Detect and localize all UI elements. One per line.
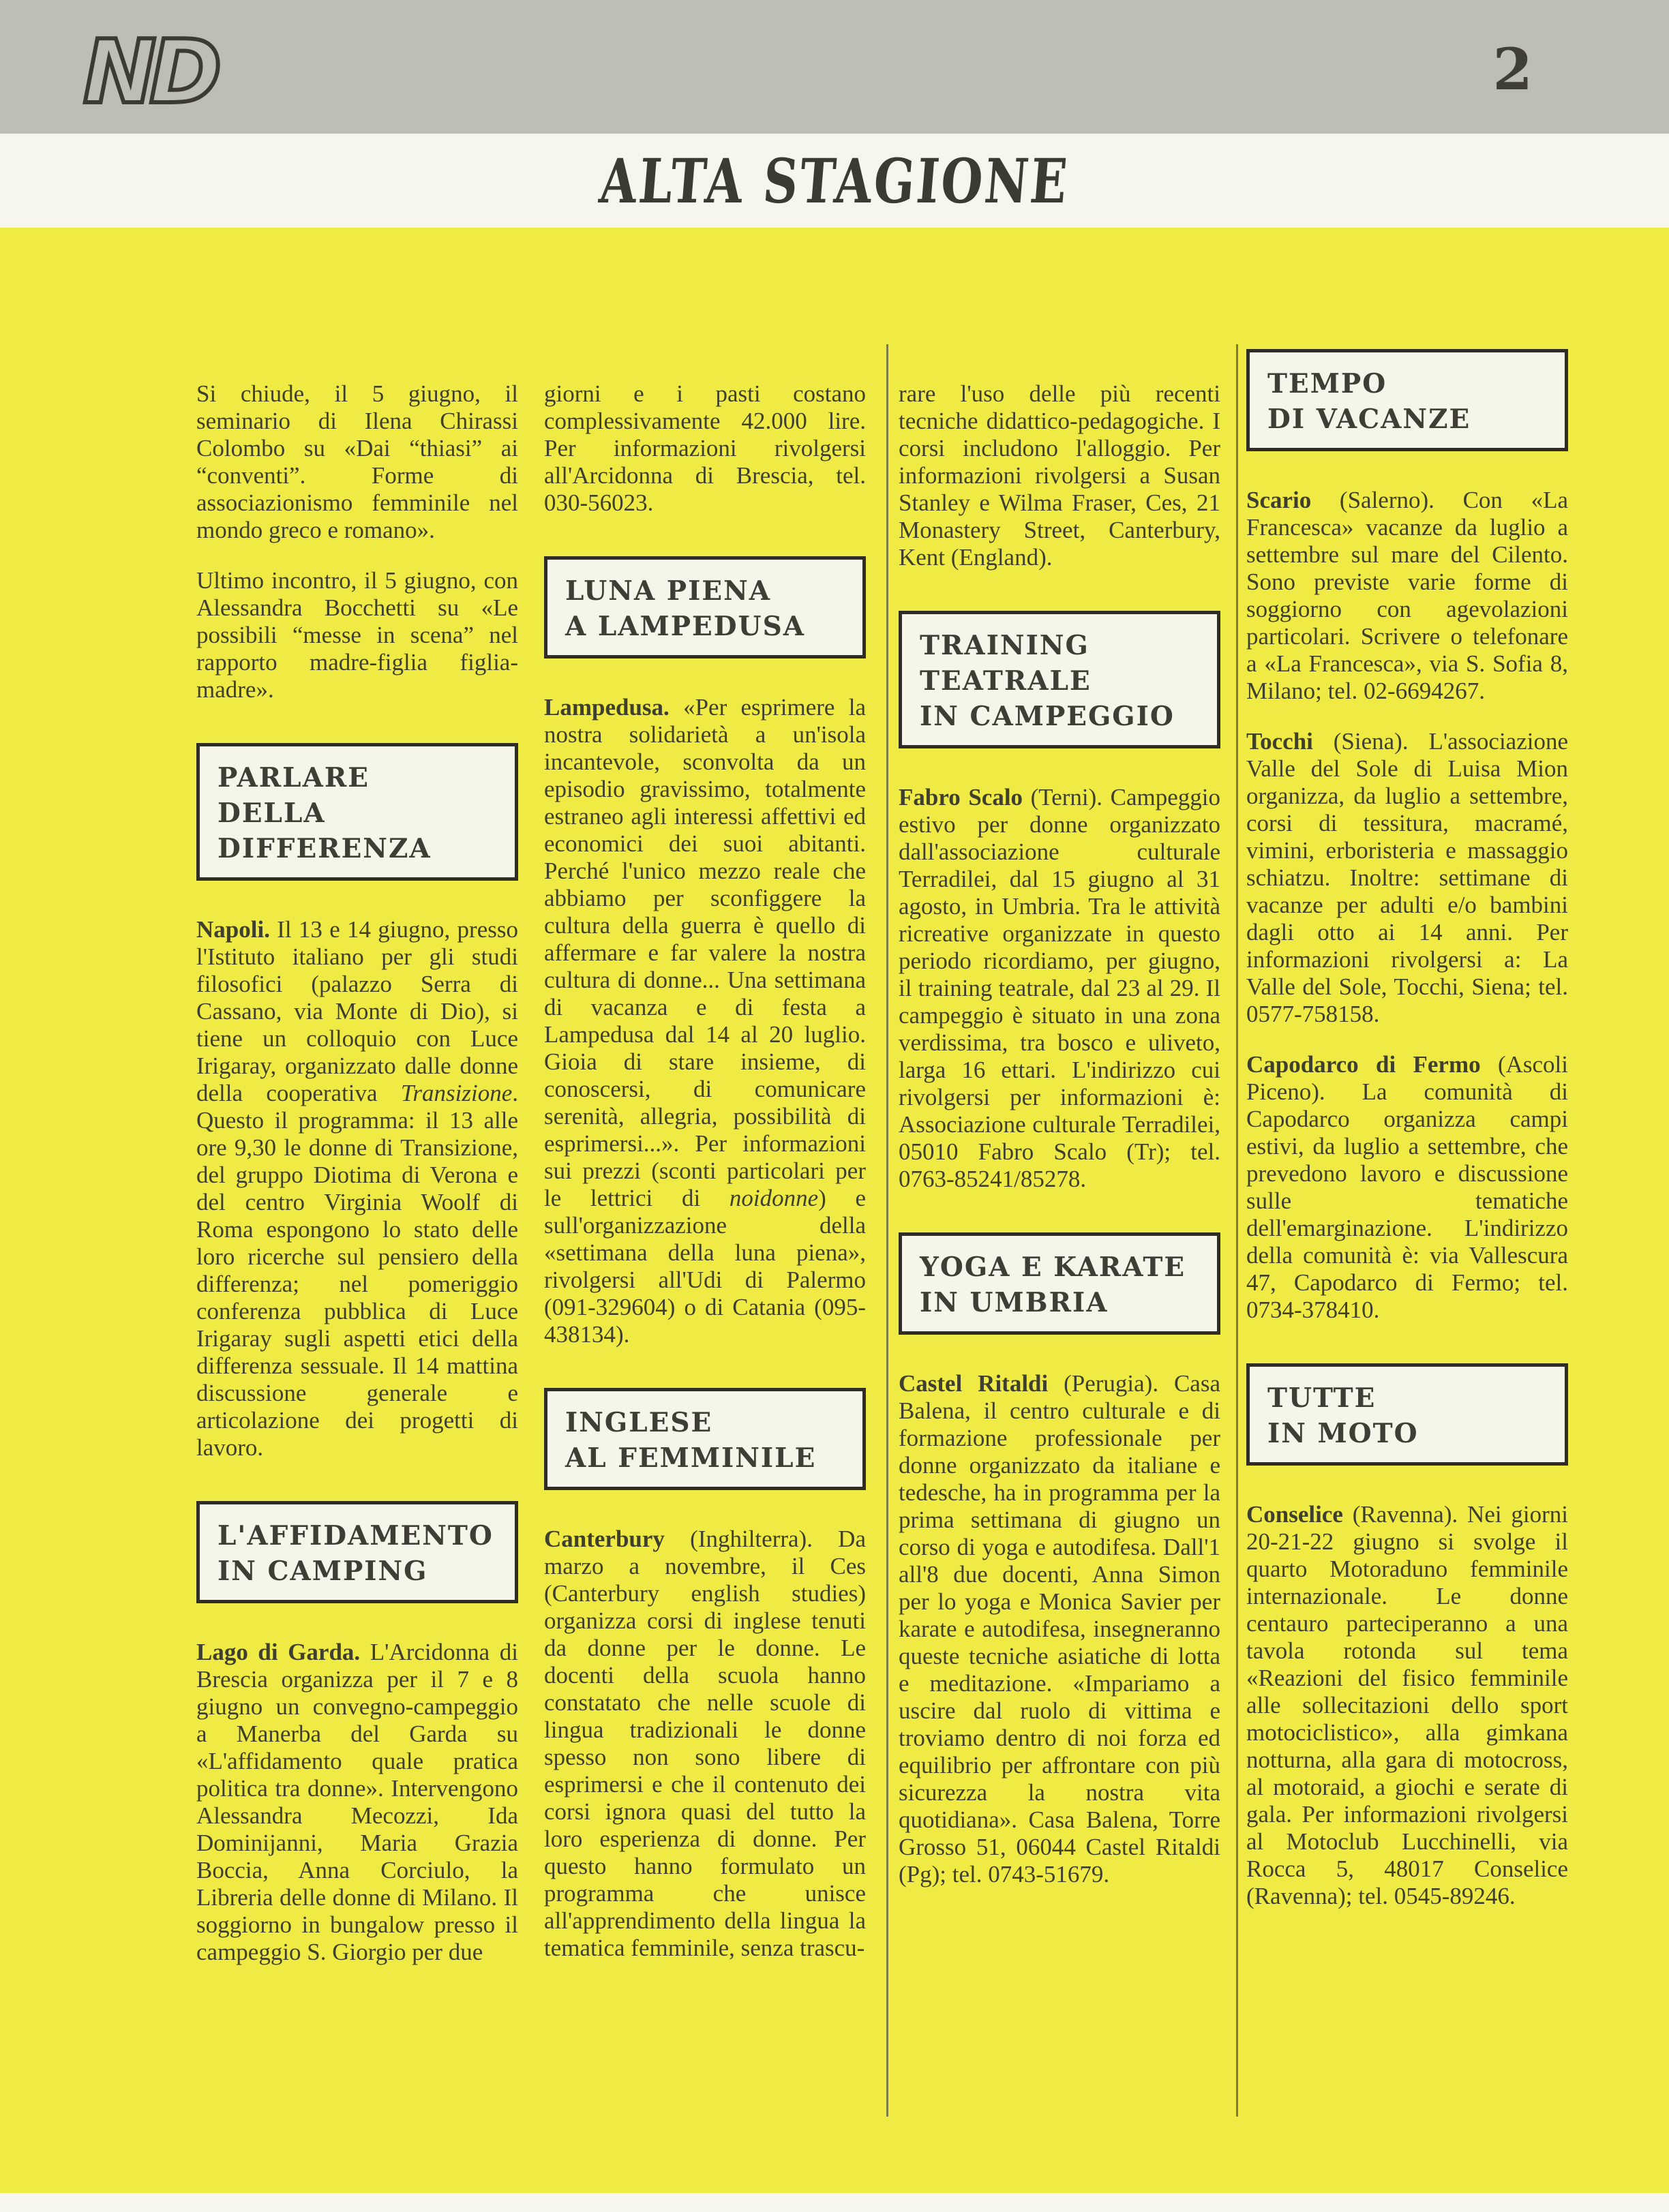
section-heading-line: TRAINING <box>920 630 1089 661</box>
paragraph-lead: Conselice <box>1246 1501 1343 1528</box>
paragraph-text: (Salerno). Con «La Francesca» vacanze da luglio a settembre sul mare del Cilento. Sono previste varie forme di soggiorno con agevolazioni particolari. Scrivere o telefonare a «La Francesca», via S. Sofia 8, Milano; tel. 02-6694267. <box>1246 487 1568 704</box>
paragraph-lead: Castel Ritaldi <box>899 1370 1049 1397</box>
section-heading-line: TEMPO <box>1267 368 1387 399</box>
section-heading-box <box>196 743 518 881</box>
article-paragraph <box>196 1639 518 1966</box>
column-divider-rule <box>886 344 888 2117</box>
article-paragraph <box>899 380 1220 571</box>
section-heading-line: IN CAMPING <box>217 1556 428 1587</box>
section-heading-line: TUTTE <box>1267 1382 1377 1414</box>
paragraph-text: Ultimo incontro, il 5 giugno, con Alessandra Bocchetti su «Le possibili “messe in scena” nel rapporto madre-figlia figlia-madre». <box>196 567 518 703</box>
section-heading-line: DELLA DIFFERENZA <box>217 798 432 864</box>
article-paragraph <box>544 694 866 1348</box>
section-heading-box <box>196 1501 518 1603</box>
nd-logo <box>75 19 280 128</box>
paragraph-text: (Ravenna). Nei giorni 20-21-22 giugno si svolge il quarto Motoraduno femminile internazionale. Le donne centauro parteciperanno a una tavola rotonda sul tema «Reazioni del fisico femminile alle sollecitazioni dello sport motociclistico», alla gimkana notturna, alla gara di motocross, al motoraid, a giochi e serate di gala. Per informazioni rivolgersi al Motoclub Lucchinelli, via Rocca 5, 48017 Conselice (Ravenna); tel. 0545-89246. <box>1246 1501 1568 1909</box>
paragraph-text: (Inghilterra). Da marzo a novembre, il Ces (Canterbury english studies) organizza corsi di inglese tenuti da donne per le donne. Le docenti della scuola hanno constatato che nelle scuole di lingua tradizionali le donne spesso non sono libere di esprimersi e che il contenuto dei corsi ignora quasi del tutto la loro esperienza di donne. Per questo hanno formulato un programma che unisce all'apprendimento della lingua la tematica femminile, senza trascu- <box>544 1526 866 1961</box>
section-heading-line: IN CAMPEGGIO <box>920 701 1175 732</box>
section-heading-box <box>1246 349 1568 451</box>
paragraph-text: (Ascoli Piceno). La comunità di Capodarco organizza campi estivi, da luglio a settembre, che prevedono lavoro e discussione sulle tematiche dell'emarginazione. L'indirizzo della comunità è: via Vallescura 47, Capodarco di Fermo; tel. 0734-378410. <box>1246 1051 1568 1323</box>
paragraph-text: (Terni). Campeggio estivo per donne organizzato dall'associazione culturale Terradilei, dal 15 giugno al 31 agosto, in Umbria. Tra le attività ricreative organizzate in questo periodo ricordiamo, per giugno, il training teatrale, dal 23 al 29. Il campeggio è situato in una zona verdissima, tra bosco e uliveto, larga 16 ettari. L'indirizzo cui rivolgersi per informazioni è: Associazione culturale Terradilei, 05010 Fabro Scalo (Tr); tel. 0763-85241/85278. <box>899 784 1220 1192</box>
article-paragraph <box>1246 1501 1568 1910</box>
paragraph-lead: Capodarco di Fermo <box>1246 1051 1481 1078</box>
paragraph-text: «Per esprimere la nostra solidarietà a un'isola incantevole, sconvolta da un episodio gravissimo, totalmente estraneo agli interessi affettivi ed economici dei suoi abitanti. Perché l'unico mezzo reale che abbiamo per sconfiggere la cultura della guerra è quello di affermare e far valere la nostra cultura di donne... Una settimana di vacanza e di festa a Lampedusa dal 14 al 20 luglio. Gioia di stare insieme, di conoscersi, di comunicare serenità, allegria, possibilità di esprimersi...». Per informazioni sui prezzi (sconti particolari per le lettrici di <box>544 694 866 1211</box>
section-heading-line: INGLESE <box>565 1407 713 1438</box>
paragraph-text: rare l'uso delle più recenti tecniche didattico-pedagogiche. I corsi includono l'alloggio. Per informazioni rivolgersi a Susan Stanley e Wilma Fraser, Ces, 21 Monastery Street, Canterbury, Kent (England). <box>899 380 1220 571</box>
section-heading-box <box>544 556 866 658</box>
nd-logo-text: ND <box>83 22 215 123</box>
section-heading-box <box>899 611 1220 748</box>
section-heading-line: IN UMBRIA <box>920 1287 1109 1318</box>
paragraph-text: (Perugia). Casa Balena, il centro culturale e di formazione professionale per donne organizzato da italiane e tedesche, ha in programma per la prima settimana di giugno un corso di yoga e autodifesa. Dall'1 all'8 due docenti, Anna Simon per lo yoga e Monica Savier per karate e autodifesa, insegneranno queste tecniche asiatiche di lotta e meditazione. «Impariamo a uscire dal ruolo di vittima e troviamo dentro di noi forza ed equilibrio per affrontare con più sicurezza la nostra vita quotidiana». Casa Balena, Torre Grosso 51, 06044 Castel Ritaldi (Pg); tel. 0743-51679. <box>899 1370 1220 1888</box>
article-paragraph <box>196 567 518 703</box>
paragraph-italic: noidonne <box>729 1185 819 1211</box>
text-column-4 <box>1246 341 1568 1933</box>
paragraph-text: . Questo il programma: il 13 alle ore 9,30 le donne di Transizione, del gruppo Diotima di Verona e del centro Virginia Woolf di Roma espongono lo stato delle loro ricerche sul pensiero della differenza; nel pomeriggio conferenza pubblica di Luce Irigaray sugli aspetti etici della differenza sessuale. Il 14 mattina discussione generale e articolazione dei progetti di lavoro. <box>196 1080 518 1461</box>
paragraph-text: Si chiude, il 5 giugno, il seminario di Ilena Chirassi Colombo su «Dai “thiasi” ai “conventi”. Forme di associazionismo femminile nel mondo greco e romano». <box>196 380 518 543</box>
page-number: 2 <box>1492 35 1533 103</box>
paragraph-lead: Canterbury <box>544 1526 665 1552</box>
paragraph-lead: Lago di Garda. <box>196 1639 361 1665</box>
paragraph-italic: Transizione <box>400 1080 513 1106</box>
section-heading-line: A LAMPEDUSA <box>565 611 805 642</box>
section-heading-line: PARLARE <box>217 762 370 793</box>
article-paragraph <box>1246 487 1568 705</box>
section-heading-line: TEATRALE <box>920 665 1092 697</box>
column-divider-rule <box>1236 344 1238 2117</box>
section-heading-line: YOGA E KARATE <box>920 1252 1186 1283</box>
article-paragraph <box>1246 728 1568 1028</box>
section-heading-line: LUNA PIENA <box>565 575 771 607</box>
text-column-3 <box>899 341 1220 1911</box>
section-heading-line: AL FEMMINILE <box>565 1442 817 1474</box>
text-column-2 <box>544 341 866 1985</box>
section-heading-box <box>544 1388 866 1490</box>
article-paragraph <box>196 916 518 1461</box>
section-heading-line: DI VACANZE <box>1267 404 1471 435</box>
header-band <box>0 0 1669 134</box>
paragraph-lead: Scario <box>1246 487 1312 513</box>
section-heading-box <box>899 1232 1220 1335</box>
paragraph-text: L'Arcidonna di Brescia organizza per il 7 e 8 giugno un convegno-campeggio a Manerba del Garda su «L'affidamento quale pratica politica tra donne». Intervengono Alessandra Mecozzi, Ida Dominijanni, Maria Grazia Boccia, Anna Corciulo, la Libreria delle donne di Milano. Il soggiorno in bungalow presso il campeggio S. Giorgio per due <box>196 1639 518 1965</box>
page-bottom-edge <box>0 2193 1669 2212</box>
paragraph-text: ) e sull'organizzazione della «settimana della luna piena», rivolgersi all'Udi di Palermo (091-329604) o di Catania (095-438134). <box>544 1185 866 1348</box>
article-paragraph <box>196 380 518 544</box>
article-paragraph <box>899 1370 1220 1888</box>
section-heading-line: L'AFFIDAMENTO <box>217 1520 494 1551</box>
paragraph-text: Il 13 e 14 giugno, presso l'Istituto italiano per gli studi filosofici (palazzo Serra di Cassano, via Monte di Dio), si tiene un colloquio con Luce Irigaray, organizzato dalle donne della cooperativa <box>196 916 518 1106</box>
section-heading-line: IN MOTO <box>1267 1418 1419 1449</box>
paragraph-text: giorni e i pasti costano complessivamente 42.000 lire. Per informazioni rivolgersi all'Arcidonna di Brescia, tel. 030-56023. <box>544 380 866 516</box>
page-title: ALTA STAGIONE <box>597 144 1072 217</box>
paragraph-lead: Tocchi <box>1246 728 1313 755</box>
paragraph-lead: Fabro Scalo <box>899 784 1023 810</box>
article-paragraph <box>544 1526 866 1962</box>
paragraph-text: (Siena). L'associazione Valle del Sole di Luisa Mion organizza, da luglio a settembre, corsi di tessitura, macramé, vimini, erboristeria e massaggio schiatzu. Inoltre: settimane di vacanze per adulti e/o bambini dagli otto ai 14 anni. Per informazioni rivolgersi a: La Valle del Sole, Tocchi, Siena; tel. 0577-758158. <box>1246 728 1568 1027</box>
article-paragraph <box>544 380 866 517</box>
paragraph-lead: Lampedusa. <box>544 694 670 721</box>
text-column-1 <box>196 341 518 1989</box>
article-paragraph <box>1246 1051 1568 1324</box>
paragraph-lead: Napoli. <box>196 916 270 943</box>
title-band <box>0 134 1669 228</box>
article-paragraph <box>899 784 1220 1193</box>
section-heading-box <box>1246 1363 1568 1466</box>
